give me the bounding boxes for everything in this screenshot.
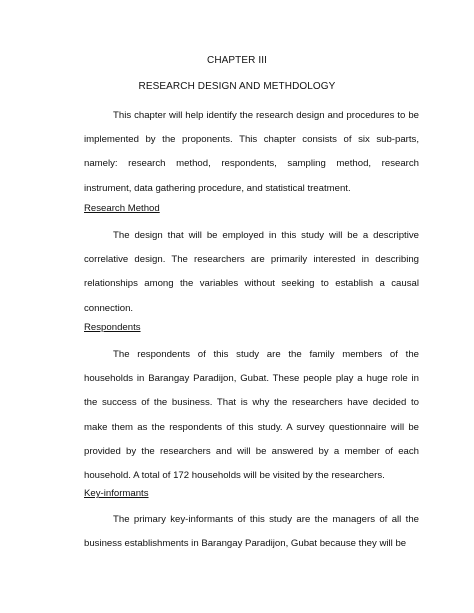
research-method-paragraph: The design that will be employed in this study will be a descriptive correlative design. The researchers are primarily interested in describing relationships among the variables without seeking to establish a causal connection. [84,230,419,314]
respondents-paragraph: The respondents of this study are the family members of the households in Barangay Paradijon, Gubat. These people play a huge role in the success of the business. That is why the researchers have decided to make them as the respondents of this study. A survey questionnaire will be provided by the researchers and will be answered by a member of each household. A total of 172 households will be visited by the researchers. [84,349,419,482]
intro-paragraph: This chapter will help identify the research design and procedures to be implemented by the proponents. This chapter consists of six sub-parts, namely: research method, respondents, sampling method, research instrument, data gathering procedure, and statistical treatment. [84,110,419,194]
key-informants-paragraph: The primary key-informants of this study are the managers of all the business establishments in Barangay Paradijon, Gubat because they will be [84,514,419,550]
section-heading-research-method: Research Method [84,203,160,214]
chapter-label: CHAPTER III [207,55,267,66]
document-title: RESEARCH DESIGN AND METHDOLOGY [138,81,336,92]
section-heading-key-informants: Key-informants [84,488,149,499]
section-heading-respondents: Respondents [84,322,141,333]
